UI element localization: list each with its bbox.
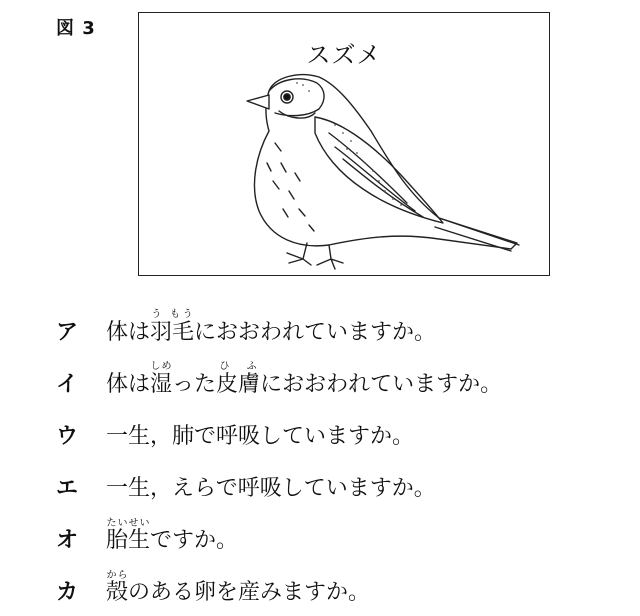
choice-text: 体は湿しめった皮膚ひ ふにおおわれていますか。 xyxy=(106,361,503,397)
choice-letter: オ xyxy=(56,528,79,553)
sparrow-illustration xyxy=(139,13,551,277)
bird-body-outline xyxy=(254,75,517,249)
bird-head xyxy=(269,79,324,116)
bird-wing xyxy=(315,117,443,223)
choice-letter: エ xyxy=(56,476,79,501)
choice-e xyxy=(56,452,636,504)
choice-letter: カ xyxy=(56,580,79,605)
choice-text: 胎生たいせいですか。 xyxy=(106,518,239,553)
bird-beak xyxy=(247,95,269,109)
choice-text: 一生，えらで呼吸していますか。 xyxy=(106,476,436,501)
choice-text: 一生，肺で呼吸していますか。 xyxy=(106,424,415,449)
figure-label: 図 3 xyxy=(56,18,96,39)
choice-a xyxy=(56,296,636,348)
bird-eye xyxy=(284,94,290,100)
choice-text: 体は羽毛う もうにおおわれていますか。 xyxy=(106,309,437,345)
choice-text: 殻からのある卵を産みますか。 xyxy=(106,570,371,605)
answer-choices xyxy=(56,296,636,608)
choice-letter: ア xyxy=(56,320,79,345)
bird-tail xyxy=(435,218,519,251)
choice-letter: イ xyxy=(56,372,79,397)
choice-o xyxy=(56,504,636,556)
choice-ka xyxy=(56,556,636,608)
choice-letter: ウ xyxy=(56,424,79,449)
choice-i xyxy=(56,348,636,400)
bird-feet xyxy=(287,243,343,269)
choice-u xyxy=(56,400,636,452)
figure-frame xyxy=(138,12,550,276)
figure-caption: スズメ xyxy=(306,41,382,69)
